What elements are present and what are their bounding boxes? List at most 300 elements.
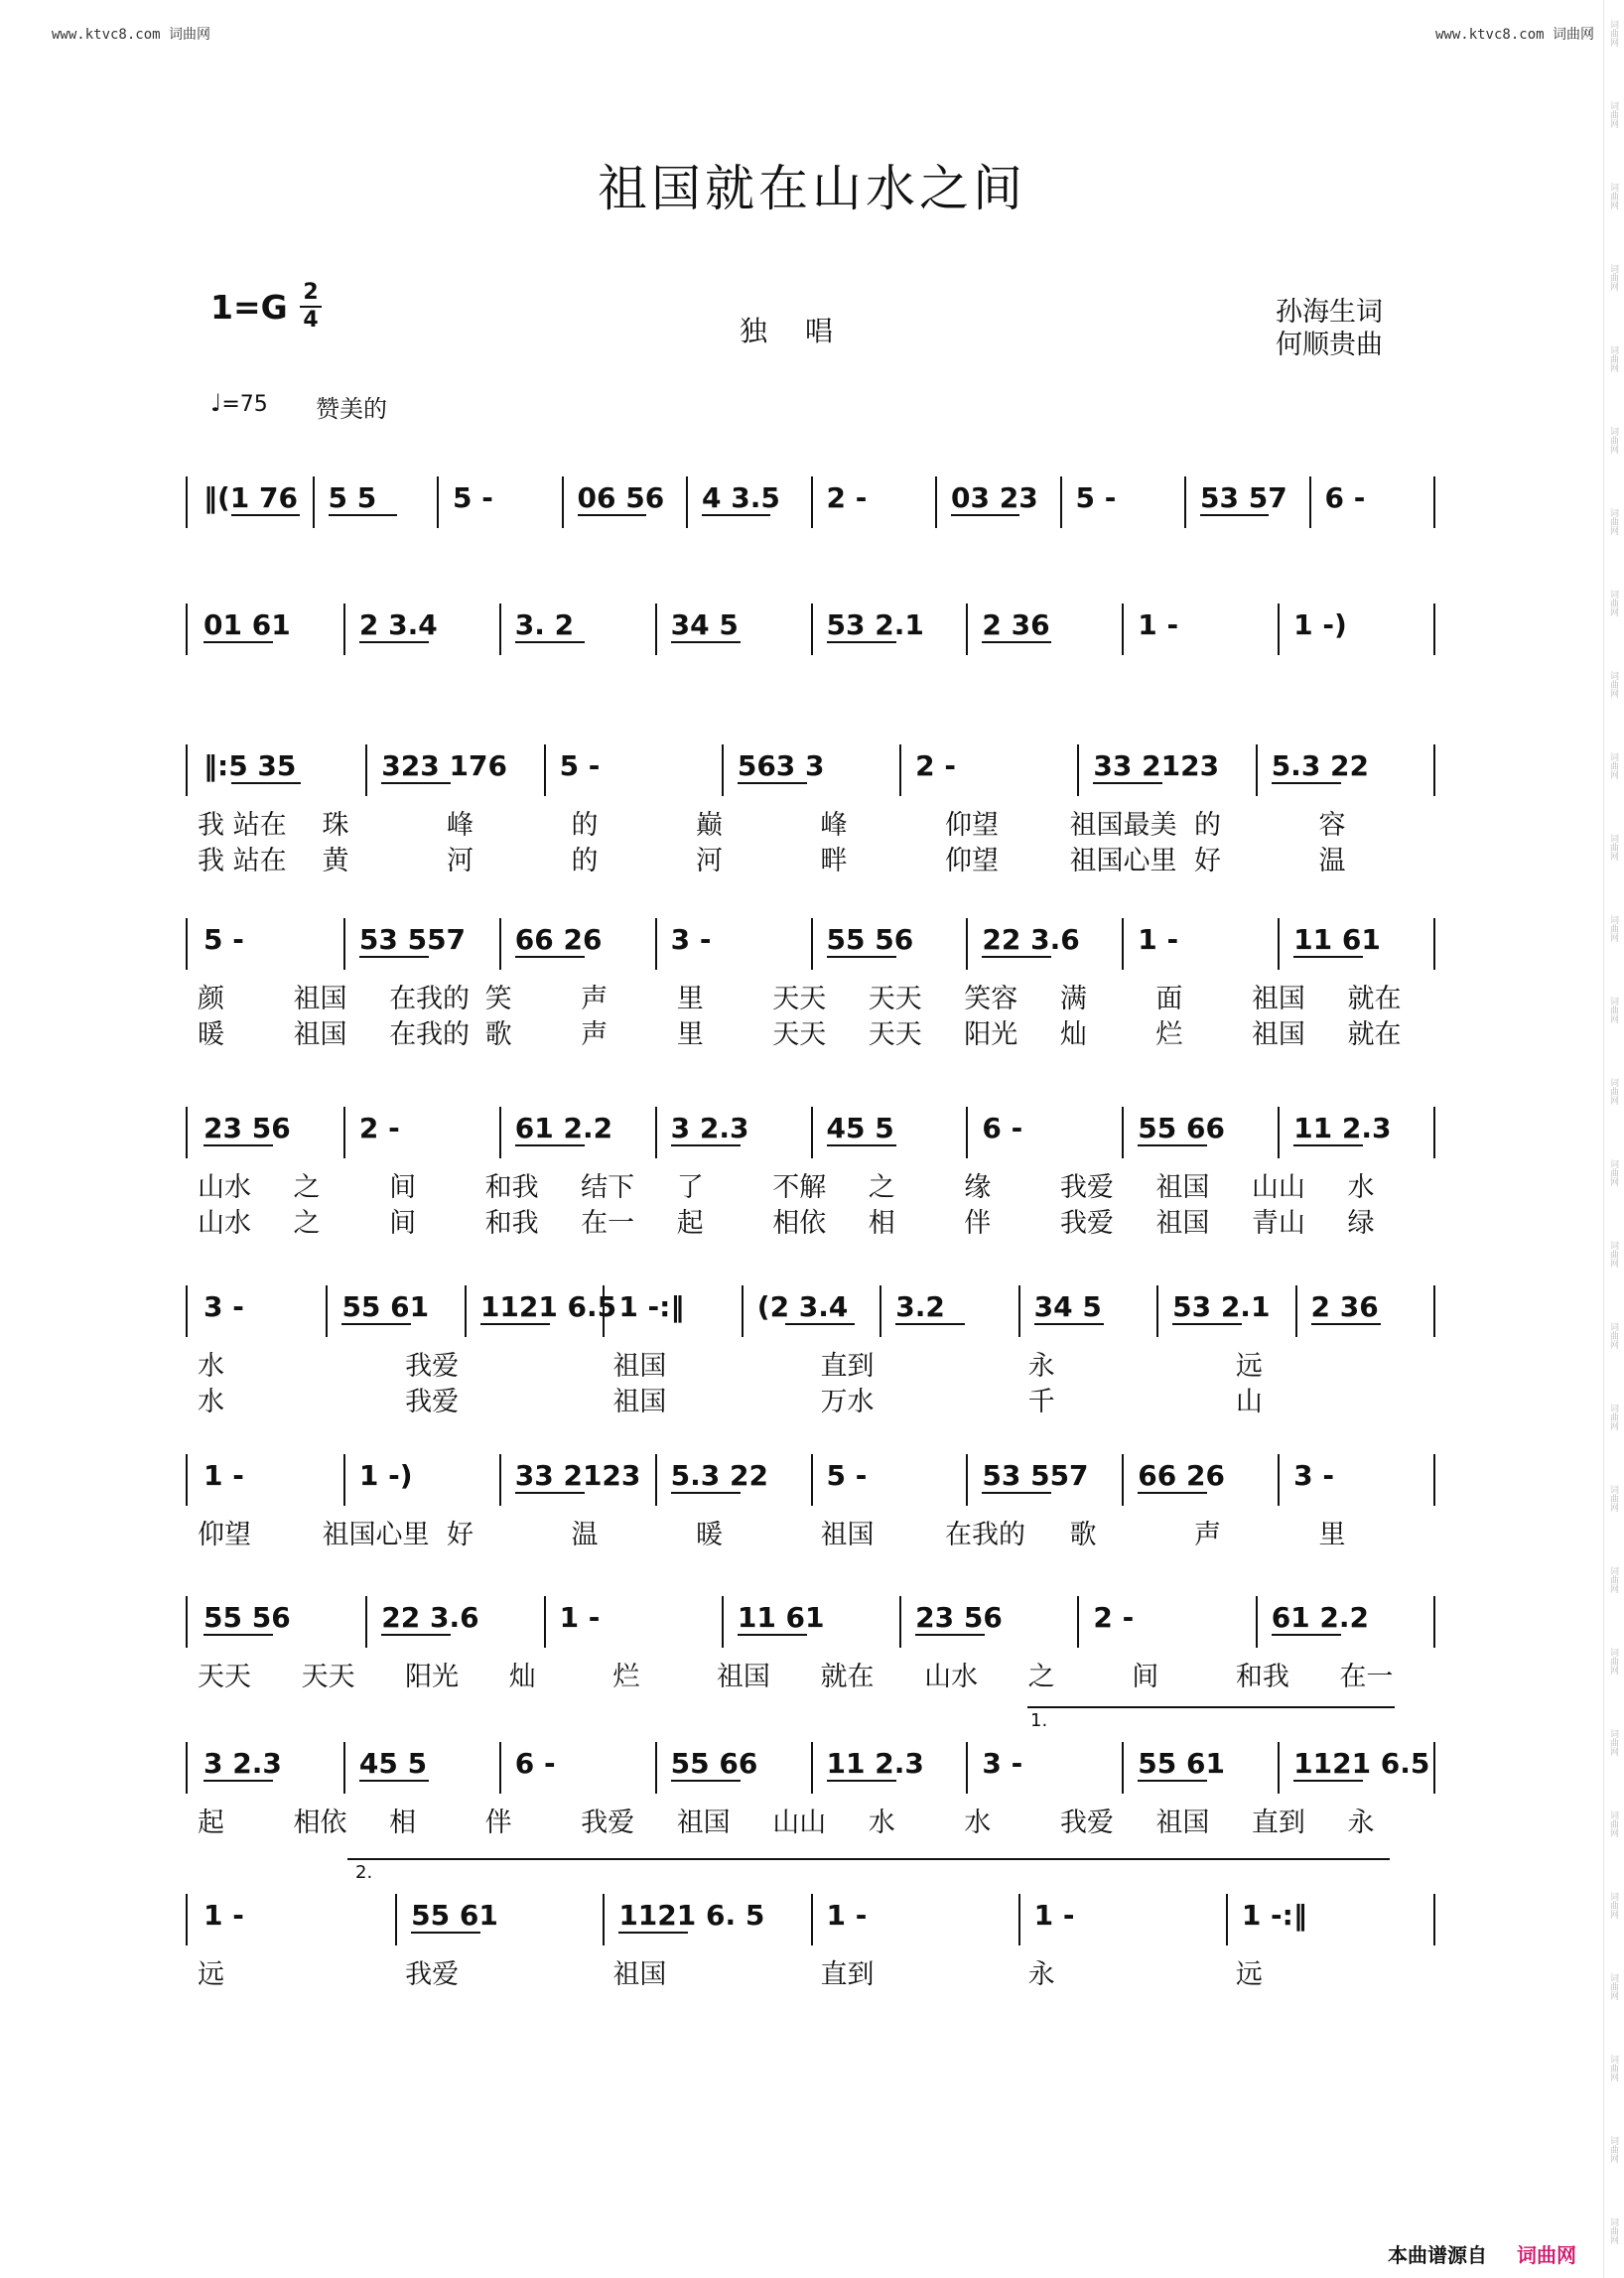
beam-line bbox=[738, 782, 807, 784]
side-watermark-text: 词曲网 bbox=[1608, 2136, 1618, 2163]
barline bbox=[1295, 1285, 1297, 1337]
barline bbox=[395, 1894, 397, 1945]
barline bbox=[899, 744, 901, 796]
side-watermark-text: 词曲网 bbox=[1608, 1404, 1618, 1430]
volta-bracket-label: 1. bbox=[1030, 1710, 1048, 1731]
lyric-syllable: 珠 bbox=[322, 810, 349, 841]
lyric-syllable: 好 bbox=[447, 1520, 474, 1550]
lyric-syllable: 祖国 bbox=[716, 1662, 770, 1692]
barline bbox=[742, 1285, 744, 1337]
measure: 33 2123 bbox=[1093, 749, 1220, 782]
beam-line bbox=[1293, 1780, 1363, 1782]
measure: 53 2.1 bbox=[1172, 1290, 1271, 1323]
side-watermark-text: 词曲网 bbox=[1608, 183, 1618, 209]
lyric-syllable: 和我 bbox=[484, 1208, 539, 1239]
measure: 1121 6.5 bbox=[479, 1290, 617, 1323]
measure: 11 61 bbox=[737, 1601, 825, 1634]
barline bbox=[365, 744, 367, 796]
side-watermark-text: 词曲网 bbox=[1608, 1241, 1618, 1268]
barline bbox=[437, 476, 439, 528]
lyric-syllable: 祖国 bbox=[612, 1959, 667, 1990]
barline bbox=[186, 1454, 188, 1506]
barline bbox=[544, 1596, 546, 1648]
barline bbox=[655, 1454, 657, 1506]
footer-source bbox=[1388, 2239, 1576, 2268]
lyric-syllable: 祖国 bbox=[1251, 984, 1305, 1014]
lyric-syllable: 祖国 bbox=[1251, 1019, 1305, 1050]
measure: 1 - bbox=[203, 1899, 244, 1932]
lyric-syllable: 我爱 bbox=[581, 1808, 635, 1838]
lyric-syllable: 结下 bbox=[581, 1172, 635, 1203]
meter-bottom: 4 bbox=[303, 308, 319, 333]
side-watermark-text: 词曲网 bbox=[1608, 752, 1618, 779]
barline bbox=[186, 1285, 188, 1337]
measure: 1 -) bbox=[1293, 608, 1347, 641]
lyric-syllable: 满 bbox=[1059, 984, 1087, 1014]
volta-bracket-label: 2. bbox=[355, 1862, 373, 1883]
barline bbox=[326, 1285, 328, 1337]
beam-line bbox=[827, 1144, 896, 1146]
lyric-syllable: 我爱 bbox=[1059, 1808, 1114, 1838]
measure: (2 3.4 bbox=[756, 1290, 849, 1323]
barline bbox=[966, 603, 968, 655]
measure: 5 - bbox=[453, 481, 493, 514]
beam-line bbox=[515, 1144, 585, 1146]
side-watermark-text: 词曲网 bbox=[1608, 1485, 1618, 1512]
beam-line bbox=[359, 1780, 429, 1782]
side-watermark-text: 词曲网 bbox=[1608, 1810, 1618, 1837]
barline bbox=[1018, 1285, 1020, 1337]
barline bbox=[1256, 1596, 1258, 1648]
beam-line bbox=[381, 782, 451, 784]
lyric-syllable: 祖国心里 bbox=[322, 1520, 430, 1550]
measure: 2 3.4 bbox=[358, 608, 438, 641]
measure: 5 - bbox=[203, 923, 244, 956]
measure: 2 - bbox=[915, 749, 956, 782]
side-watermark-text: 词曲网 bbox=[1608, 1892, 1618, 1919]
lyric-syllable: 的 bbox=[571, 810, 599, 841]
lyric-syllable: 畔 bbox=[820, 846, 848, 876]
lyric-syllable: 直到 bbox=[1251, 1808, 1305, 1838]
lyric-syllable: 天天 bbox=[868, 984, 922, 1014]
barline bbox=[562, 476, 564, 528]
measure: 11 2.3 bbox=[1293, 1112, 1392, 1144]
lyric-syllable: 远 bbox=[1235, 1351, 1263, 1382]
lyric-syllable: 在我的 bbox=[389, 1019, 471, 1050]
lyric-syllable: 山山 bbox=[772, 1808, 827, 1838]
beam-line bbox=[1138, 1780, 1207, 1782]
lyric-syllable: 灿 bbox=[1059, 1019, 1087, 1050]
song-title: 祖国就在山水之间 bbox=[598, 160, 1026, 217]
lyric-syllable: 就在 bbox=[1347, 984, 1402, 1014]
measure: 55 66 bbox=[670, 1747, 758, 1780]
lyric-syllable: 颜 bbox=[198, 984, 224, 1014]
barline bbox=[499, 1742, 501, 1794]
side-watermark-text: 词曲网 bbox=[1608, 1648, 1618, 1675]
barline bbox=[1226, 1894, 1228, 1945]
lyric-syllable: 在一 bbox=[1339, 1662, 1394, 1692]
lyric-syllable: 永 bbox=[1347, 1808, 1375, 1838]
beam-line bbox=[1200, 514, 1269, 516]
measure: 5 - bbox=[1075, 481, 1117, 514]
barline bbox=[1122, 1107, 1124, 1158]
lyric-syllable: 相依 bbox=[293, 1808, 347, 1838]
measure: 53 2.1 bbox=[826, 608, 924, 641]
lyric-syllable: 祖国 bbox=[612, 1387, 667, 1417]
measure: 55 56 bbox=[826, 923, 914, 956]
beam-line bbox=[785, 1323, 855, 1325]
beam-line bbox=[982, 956, 1051, 958]
barline bbox=[686, 476, 688, 528]
barline bbox=[1122, 918, 1124, 970]
lyric-syllable: 祖国心里 bbox=[1069, 846, 1177, 876]
measure: 1 - bbox=[1138, 923, 1179, 956]
side-watermark-text: 词曲网 bbox=[1608, 590, 1618, 616]
lyric-syllable: 和我 bbox=[1235, 1662, 1289, 1692]
lyricist: 孙海生词 bbox=[1276, 297, 1383, 328]
lyric-syllable: 起 bbox=[676, 1208, 704, 1239]
beam-line bbox=[203, 1780, 273, 1782]
lyric-syllable: 面 bbox=[1155, 984, 1183, 1014]
measure: 5 - bbox=[559, 749, 601, 782]
volta-bracket-line bbox=[1027, 1706, 1395, 1708]
barline bbox=[186, 476, 188, 528]
lyric-syllable: 黄 bbox=[322, 846, 349, 876]
measure: 53 557 bbox=[358, 923, 467, 956]
beam-line bbox=[1172, 1323, 1242, 1325]
side-watermark-text: 词曲网 bbox=[1608, 2217, 1618, 2244]
lyric-syllable: 水 bbox=[868, 1808, 895, 1838]
barline bbox=[811, 1454, 813, 1506]
measure: 11 61 bbox=[1293, 923, 1381, 956]
measure: 03 23 bbox=[951, 481, 1038, 514]
beam-line bbox=[203, 641, 273, 643]
barline bbox=[499, 918, 501, 970]
measure: 11 2.3 bbox=[826, 1747, 924, 1780]
lyric-syllable: 祖国 bbox=[293, 1019, 347, 1050]
lyric-syllable: 水 bbox=[1347, 1172, 1375, 1203]
measure: 55 61 bbox=[1138, 1747, 1225, 1780]
beam-line bbox=[1293, 956, 1363, 958]
lyric-syllable: 我爱 bbox=[405, 1387, 460, 1417]
lyric-syllable: 祖国 bbox=[1155, 1208, 1210, 1239]
measure: 1 - bbox=[203, 1459, 244, 1492]
lyric-syllable: 我爱 bbox=[1059, 1208, 1114, 1239]
measure: 66 26 bbox=[1138, 1459, 1225, 1492]
side-watermark-text: 词曲网 bbox=[1608, 1566, 1618, 1593]
barline bbox=[655, 1742, 657, 1794]
barline bbox=[655, 603, 657, 655]
measure: 22 3.6 bbox=[381, 1601, 479, 1634]
lyric-syllable: 温 bbox=[1318, 846, 1346, 876]
barline bbox=[811, 476, 813, 528]
credits bbox=[1276, 296, 1383, 361]
lyric-syllable: 我爱 bbox=[405, 1959, 460, 1990]
beam-line bbox=[1311, 1323, 1381, 1325]
measure: 34 5 bbox=[670, 608, 739, 641]
beam-line bbox=[231, 514, 300, 516]
measure: 01 61 bbox=[203, 608, 291, 641]
measure: 4 3.5 bbox=[702, 481, 780, 514]
lyric-syllable: 声 bbox=[581, 984, 609, 1014]
lyric-syllable: 峰 bbox=[820, 810, 848, 841]
measure: 3 2.3 bbox=[203, 1747, 282, 1780]
measure: 53 57 bbox=[1200, 481, 1287, 514]
lyric-syllable: 祖国 bbox=[1155, 1808, 1210, 1838]
side-watermark-strip bbox=[1603, 0, 1624, 2278]
barline bbox=[499, 1107, 501, 1158]
lyric-syllable: 就在 bbox=[820, 1662, 875, 1692]
lyric-syllable: 就在 bbox=[1347, 1019, 1402, 1050]
lyric-syllable: 我 站在 bbox=[198, 846, 287, 876]
measure: 5.3 22 bbox=[1271, 749, 1370, 782]
lyric-syllable: 仰望 bbox=[945, 810, 999, 841]
lyric-syllable: 相依 bbox=[772, 1208, 827, 1239]
measure: 2 36 bbox=[982, 608, 1050, 641]
lyric-syllable: 永 bbox=[1027, 1351, 1055, 1382]
expression-marking: 赞美的 bbox=[316, 395, 387, 423]
lyric-syllable: 里 bbox=[676, 984, 704, 1014]
meter-top: 2 bbox=[303, 280, 319, 305]
barline bbox=[966, 1454, 968, 1506]
lyric-syllable: 声 bbox=[581, 1019, 609, 1050]
barline bbox=[1433, 603, 1435, 655]
measure: 3 - bbox=[670, 923, 712, 956]
lyric-syllable: 青山 bbox=[1251, 1208, 1305, 1239]
barline bbox=[1256, 744, 1258, 796]
barline bbox=[811, 1107, 813, 1158]
barline bbox=[811, 1742, 813, 1794]
barline bbox=[1077, 744, 1079, 796]
measure: ‖(1 76 bbox=[203, 481, 298, 514]
lyric-syllable: 的 bbox=[1194, 810, 1221, 841]
lyric-syllable: 远 bbox=[1235, 1959, 1263, 1990]
beam-line bbox=[827, 1780, 896, 1782]
barline bbox=[966, 1742, 968, 1794]
side-watermark-text: 词曲网 bbox=[1608, 20, 1618, 47]
barline bbox=[1309, 476, 1311, 528]
barline bbox=[655, 918, 657, 970]
barline bbox=[1433, 1454, 1435, 1506]
lyric-syllable: 灿 bbox=[508, 1662, 536, 1692]
side-watermark-text: 词曲网 bbox=[1608, 2055, 1618, 2081]
barline bbox=[1184, 476, 1186, 528]
lyric-syllable: 之 bbox=[1027, 1662, 1055, 1692]
measure: 53 557 bbox=[982, 1459, 1089, 1492]
measure: 3. 2 bbox=[514, 608, 575, 641]
beam-line bbox=[895, 1323, 965, 1325]
barline bbox=[1122, 1454, 1124, 1506]
measure: 23 56 bbox=[203, 1112, 291, 1144]
beam-line bbox=[359, 641, 429, 643]
lyric-syllable: 里 bbox=[676, 1019, 704, 1050]
measure: 2 - bbox=[358, 1112, 400, 1144]
measure: 2 - bbox=[826, 481, 868, 514]
volta-bracket-line bbox=[347, 1858, 1390, 1860]
measure: 3 - bbox=[1293, 1459, 1334, 1492]
beam-line bbox=[359, 956, 429, 958]
measure: ‖:5 35 bbox=[203, 749, 297, 782]
barline bbox=[186, 1107, 188, 1158]
barline bbox=[603, 1894, 605, 1945]
beam-line bbox=[827, 956, 896, 958]
barline bbox=[966, 918, 968, 970]
barline bbox=[1278, 1454, 1280, 1506]
lyric-syllable: 远 bbox=[198, 1959, 224, 1990]
lyric-syllable: 我 站在 bbox=[198, 810, 287, 841]
barline bbox=[880, 1285, 881, 1337]
barline bbox=[1077, 1596, 1079, 1648]
lyric-syllable: 祖国最美 bbox=[1069, 810, 1177, 841]
barline bbox=[1060, 476, 1062, 528]
lyric-syllable: 在我的 bbox=[389, 984, 471, 1014]
beam-line bbox=[1093, 782, 1162, 784]
barline bbox=[343, 603, 345, 655]
measure: 61 2.2 bbox=[1271, 1601, 1370, 1634]
beam-line bbox=[982, 1492, 1051, 1494]
lyric-syllable: 不解 bbox=[772, 1172, 827, 1203]
beam-line bbox=[203, 1634, 273, 1636]
side-watermark-text: 词曲网 bbox=[1608, 1159, 1618, 1186]
side-watermark-text: 词曲网 bbox=[1608, 834, 1618, 861]
tempo-marking: ♩=75 bbox=[210, 389, 268, 417]
quarter-note-icon: ♩ bbox=[210, 389, 222, 417]
lyric-syllable: 永 bbox=[1027, 1959, 1055, 1990]
beam-line bbox=[411, 1932, 480, 1934]
measure: 5.3 22 bbox=[670, 1459, 768, 1492]
beam-line bbox=[231, 782, 301, 784]
beam-line bbox=[1293, 1144, 1363, 1146]
barline bbox=[1156, 1285, 1158, 1337]
lyric-syllable: 歌 bbox=[484, 1019, 512, 1050]
barline bbox=[1278, 1742, 1280, 1794]
beam-line bbox=[381, 1634, 451, 1636]
beam-line bbox=[618, 1932, 688, 1934]
lyric-syllable: 山水 bbox=[198, 1208, 251, 1239]
side-watermark-text: 词曲网 bbox=[1608, 264, 1618, 291]
measure: 1 -:‖ bbox=[618, 1290, 685, 1323]
barline bbox=[186, 1742, 188, 1794]
beam-line bbox=[515, 641, 585, 643]
barline bbox=[544, 744, 546, 796]
measure: 1121 6.5 bbox=[1293, 1747, 1430, 1780]
barline bbox=[343, 1454, 345, 1506]
measure: 61 2.2 bbox=[514, 1112, 613, 1144]
lyric-syllable: 间 bbox=[1132, 1662, 1159, 1692]
lyric-syllable: 歌 bbox=[1069, 1520, 1097, 1550]
lyric-syllable: 和我 bbox=[484, 1172, 539, 1203]
barline bbox=[1122, 1742, 1124, 1794]
lyric-syllable: 我爱 bbox=[405, 1351, 460, 1382]
lyric-syllable: 的 bbox=[571, 846, 599, 876]
measure: 1121 6. 5 bbox=[618, 1899, 765, 1932]
lyric-syllable: 相 bbox=[389, 1808, 417, 1838]
beam-line bbox=[1138, 1492, 1207, 1494]
barline bbox=[313, 476, 315, 528]
barline bbox=[1433, 918, 1435, 970]
lyric-syllable: 好 bbox=[1194, 846, 1221, 876]
lyric-syllable: 了 bbox=[676, 1172, 704, 1203]
measure: 55 61 bbox=[341, 1290, 430, 1323]
barline bbox=[343, 1742, 345, 1794]
lyric-syllable: 缘 bbox=[964, 1172, 992, 1203]
lyric-syllable: 伴 bbox=[964, 1208, 992, 1239]
beam-line bbox=[578, 514, 646, 516]
barline bbox=[1278, 918, 1280, 970]
measure: 1 -:‖ bbox=[1241, 1899, 1307, 1932]
lyric-syllable: 祖国 bbox=[612, 1351, 667, 1382]
barline bbox=[811, 918, 813, 970]
lyric-syllable: 烂 bbox=[1155, 1019, 1183, 1050]
measure: 323 176 bbox=[381, 749, 507, 782]
beam-line bbox=[951, 514, 1019, 516]
measure: 6 - bbox=[982, 1112, 1023, 1144]
beam-line bbox=[671, 1492, 741, 1494]
barline bbox=[186, 1596, 188, 1648]
barline bbox=[186, 1894, 188, 1945]
lyric-syllable: 水 bbox=[198, 1387, 224, 1417]
beam-line bbox=[702, 514, 770, 516]
barline bbox=[655, 1107, 657, 1158]
barline bbox=[1018, 1894, 1020, 1945]
measure: 3 - bbox=[982, 1747, 1023, 1780]
measure: 3.2 bbox=[895, 1290, 945, 1323]
barline bbox=[343, 1107, 345, 1158]
measure: 2 36 bbox=[1310, 1290, 1379, 1323]
barline bbox=[603, 1285, 605, 1337]
beam-line bbox=[671, 1144, 741, 1146]
footer-source-text: 本曲谱源自 bbox=[1388, 2243, 1487, 2267]
lyric-syllable: 直到 bbox=[820, 1351, 875, 1382]
beam-line bbox=[671, 1780, 741, 1782]
barline bbox=[1122, 603, 1124, 655]
lyric-syllable: 间 bbox=[389, 1172, 417, 1203]
barline bbox=[186, 744, 188, 796]
measure: 2 - bbox=[1093, 1601, 1135, 1634]
beam-line bbox=[329, 514, 397, 516]
lyric-syllable: 水 bbox=[964, 1808, 992, 1838]
measure: 45 5 bbox=[826, 1112, 894, 1144]
lyric-syllable: 阳光 bbox=[405, 1662, 460, 1692]
measure: 66 26 bbox=[514, 923, 603, 956]
measure: 55 61 bbox=[411, 1899, 498, 1932]
measure: 55 66 bbox=[1138, 1112, 1225, 1144]
lyric-syllable: 伴 bbox=[484, 1808, 512, 1838]
lyric-syllable: 声 bbox=[1194, 1520, 1221, 1550]
lyric-syllable: 山水 bbox=[198, 1172, 251, 1203]
barline bbox=[1433, 1742, 1435, 1794]
barline bbox=[1278, 1107, 1280, 1158]
lyric-syllable: 在一 bbox=[581, 1208, 635, 1239]
lyric-syllable: 绿 bbox=[1347, 1208, 1375, 1239]
lyric-syllable: 之 bbox=[868, 1172, 895, 1203]
lyric-syllable: 之 bbox=[293, 1172, 321, 1203]
lyric-syllable: 间 bbox=[389, 1208, 417, 1239]
lyric-syllable: 笑容 bbox=[964, 984, 1018, 1014]
lyric-syllable: 祖国 bbox=[676, 1808, 731, 1838]
side-watermark-text: 词曲网 bbox=[1608, 1078, 1618, 1105]
barline bbox=[499, 1454, 501, 1506]
lyric-syllable: 祖国 bbox=[1155, 1172, 1210, 1203]
beam-line bbox=[341, 1323, 411, 1325]
barline bbox=[465, 1285, 467, 1337]
measure: 3 - bbox=[203, 1290, 244, 1323]
barline bbox=[343, 918, 345, 970]
side-watermark-text: 词曲网 bbox=[1608, 345, 1618, 372]
side-watermark-text: 词曲网 bbox=[1608, 1729, 1618, 1756]
measure: 1 - bbox=[826, 1899, 868, 1932]
measure: 06 56 bbox=[577, 481, 665, 514]
